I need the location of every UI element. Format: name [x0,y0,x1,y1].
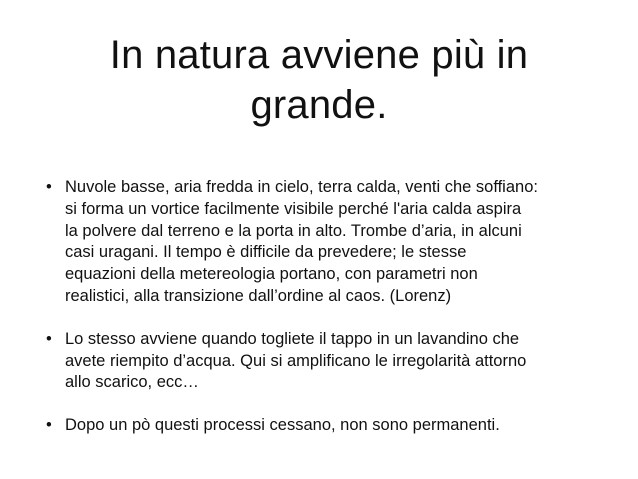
bullet-marker: • [46,178,52,196]
bullet-list [46,177,606,437]
bullet-text: Lo stesso avviene quando togliete il tappo in un lavandino che avete riempito d’acqua. Qui si amplificano le irregolarità attorno allo scarico, ecc… [65,329,527,392]
bullet-item-2 [46,329,606,394]
slide-title: In natura avviene più in grande. [109,33,529,127]
bullet-text: Dopo un pò questi processi cessano, non sono permanenti. [65,416,500,435]
bullet-item-3 [46,415,606,437]
bullet-marker: • [46,329,52,348]
bullet-item-1 [46,177,606,308]
bullet-marker: • [46,416,52,435]
bullet-text: Nuvole basse, aria fredda in cielo, terra calda, venti che soffiano: si forma un vortice facilmente visibile perché l'aria calda aspira la polvere dal terreno e la porta in alto. Trombe d’aria, in alcuni casi uragani. Il tempo è difficile da prevedere; le stesse equazioni della metereologia portano, con parametri non realistici, alla transizione dall’ordine al caos. (Lorenz) [65,178,538,305]
